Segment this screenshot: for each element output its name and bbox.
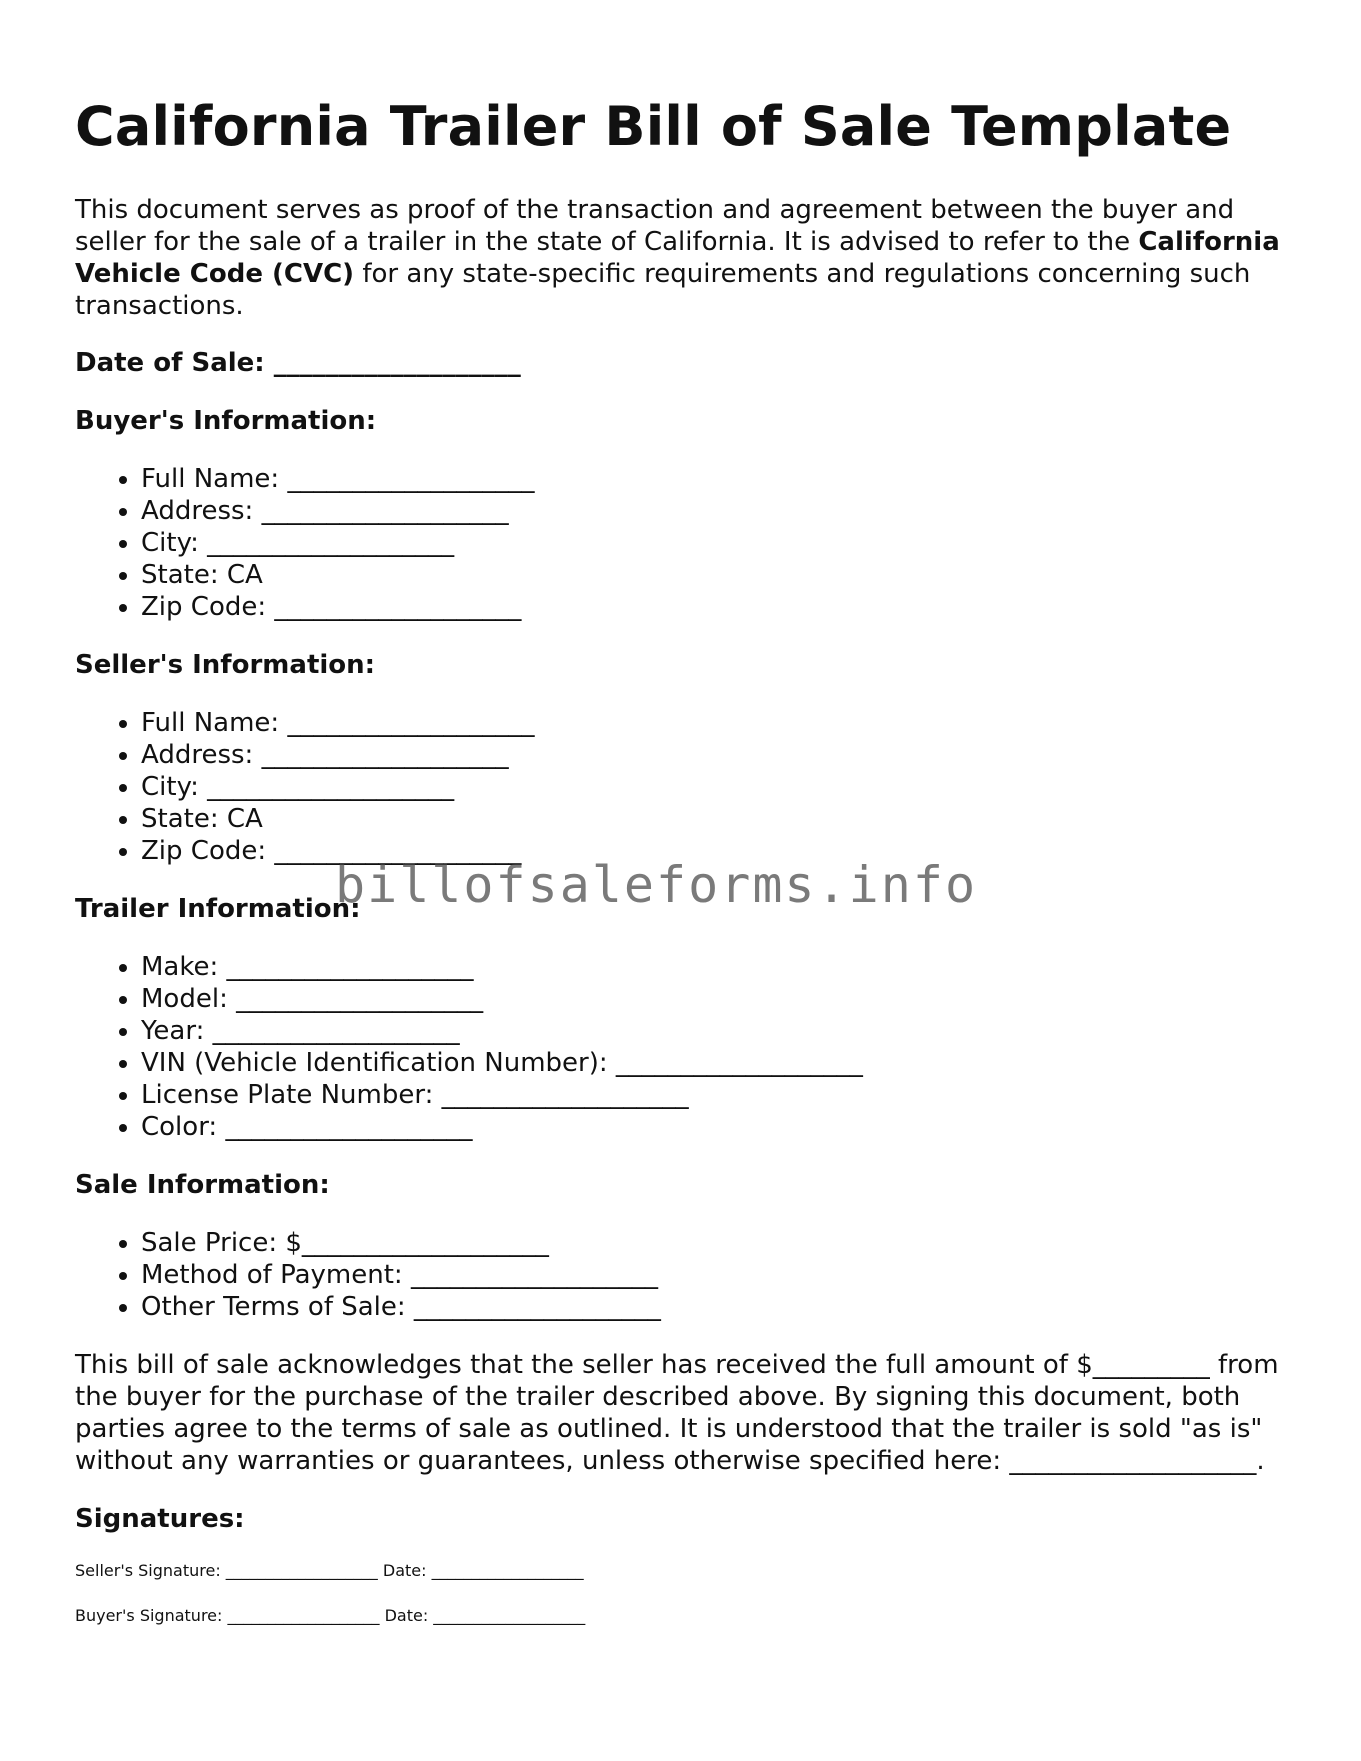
buyer-info-list [75, 463, 1290, 623]
buyer-full-name-field[interactable]: • Full Name: ___________________ [141, 463, 1290, 495]
sale-price-field[interactable]: • Sale Price: $___________________ [141, 1227, 1290, 1259]
intro-text-before: This document serves as proof of the transaction and agreement between the buyer and seller for the sale of a trailer in the state of California. It is advised to refer to the [75, 195, 1235, 257]
trailer-vin-field[interactable]: • VIN (Vehicle Identification Number): ___________________ [141, 1047, 1290, 1079]
seller-info-heading: Seller's Information: [75, 650, 376, 680]
intro-paragraph [75, 194, 1290, 322]
trailer-make-field[interactable]: • Make: ___________________ [141, 951, 1290, 983]
trailer-year-field[interactable]: • Year: ___________________ [141, 1015, 1290, 1047]
seller-info-list [75, 707, 1290, 867]
seller-full-name-field[interactable]: • Full Name: ___________________ [141, 707, 1290, 739]
seller-city-field[interactable]: • City: ___________________ [141, 771, 1290, 803]
intro-text-after: for any state-specific requirements and regulations concerning such transactions. [75, 259, 1251, 321]
seller-state-value: • State: CA [141, 803, 1290, 835]
other-terms-field[interactable]: • Other Terms of Sale: ___________________ [141, 1291, 1290, 1323]
intro-cvc-reference: California Vehicle Code (CVC) [75, 227, 1280, 289]
signatures-heading: Signatures: [75, 1504, 245, 1534]
buyer-state-value: • State: CA [141, 559, 1290, 591]
buyer-city-field[interactable]: • City: ___________________ [141, 527, 1290, 559]
date-of-sale-field[interactable] [75, 347, 1290, 379]
trailer-model-field[interactable]: • Model: ___________________ [141, 983, 1290, 1015]
seller-zip-code-field[interactable]: • Zip Code: ___________________ [141, 835, 1290, 867]
buyer-zip-code-field[interactable]: • Zip Code: ___________________ [141, 591, 1290, 623]
trailer-color-field[interactable]: • Color: ___________________ [141, 1111, 1290, 1143]
trailer-info-list [75, 951, 1290, 1143]
trailer-license-plate-field[interactable]: • License Plate Number: ___________________ [141, 1079, 1290, 1111]
seller-signature-line[interactable]: Seller's Signature: ___________________ Date: ___________________ [75, 1561, 584, 1580]
acknowledgement-paragraph: This bill of sale acknowledges that the seller has received the full amount of $_________ from the buyer for the purchase of the trailer described above. By signing this document, both parties agree to the terms of sale as outlined. It is understood that the trailer is sold "as is" without any warranties or guarantees, unless otherwise specified here: ___________________. [75, 1350, 1279, 1476]
page-title: California Trailer Bill of Sale Template [75, 95, 1232, 158]
watermark: billofsaleforms.info [335, 856, 978, 914]
date-of-sale-blank[interactable]: ___________________ [273, 348, 521, 378]
buyer-signature-line[interactable]: Buyer's Signature: ___________________ Date: ___________________ [75, 1606, 586, 1625]
payment-method-field[interactable]: • Method of Payment: ___________________ [141, 1259, 1290, 1291]
buyer-info-heading: Buyer's Information: [75, 406, 377, 436]
seller-address-field[interactable]: • Address: ___________________ [141, 739, 1290, 771]
trailer-info-heading: Trailer Information: [75, 894, 361, 924]
date-of-sale-label: Date of Sale: [75, 348, 265, 378]
sale-info-heading: Sale Information: [75, 1170, 330, 1200]
sale-info-list [75, 1227, 1290, 1323]
buyer-address-field[interactable]: • Address: ___________________ [141, 495, 1290, 527]
